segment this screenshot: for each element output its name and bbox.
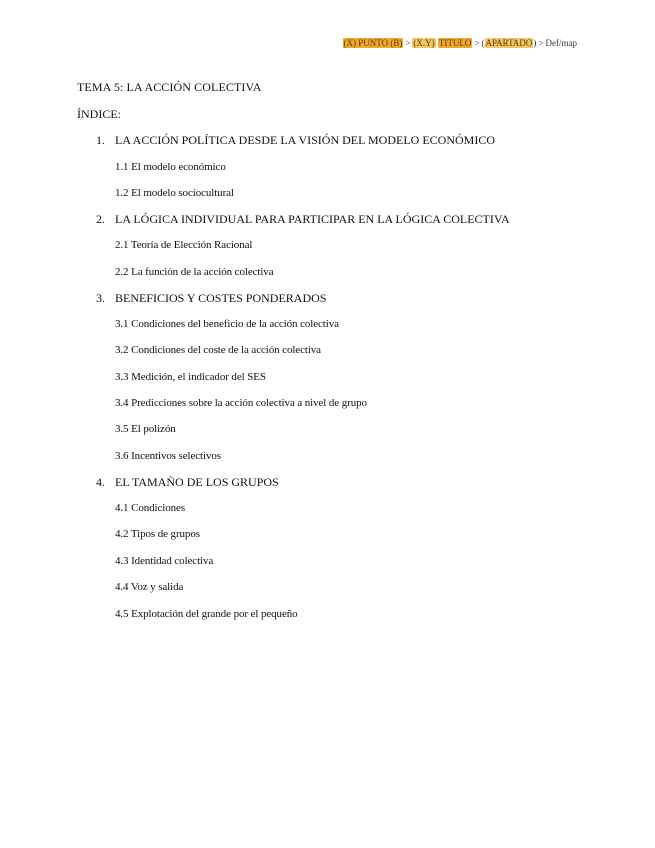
header-breadcrumb [343, 37, 578, 49]
header-separator: > [405, 38, 411, 48]
section-title: BENEFICIOS Y COSTES PONDERADOS [115, 291, 327, 305]
header-xy: (X.Y) [413, 38, 435, 48]
section-number: 1. [96, 133, 105, 147]
toc-subsection: 4.2 Tipos de grupos [115, 528, 200, 540]
toc-subsection: 2.1 Teoría de Elección Racional [115, 239, 253, 251]
toc-subsection: 3.6 Incentivos selectivos [115, 450, 221, 462]
section-number: 3. [96, 291, 105, 305]
index-label: ÍNDICE: [77, 107, 121, 121]
section-number: 2. [96, 212, 105, 226]
header-punto: (X) PUNTO (B) [343, 38, 403, 48]
section-title: EL TAMAÑO DE LOS GRUPOS [115, 475, 279, 489]
toc-section [96, 475, 279, 490]
document-title: TEMA 5: LA ACCIÓN COLECTIVA [77, 80, 262, 94]
toc-subsection: 1.2 El modelo sociocultural [115, 187, 234, 199]
header-separator: > [474, 38, 480, 48]
toc-subsection: 4.4 Voz y salida [115, 581, 184, 593]
toc-subsection: 3.5 El polizón [115, 423, 176, 435]
toc-subsection: 4.3 Identidad colectiva [115, 555, 214, 567]
header-separator: > [538, 38, 544, 48]
toc-section [96, 133, 495, 148]
toc-subsection: 3.2 Condiciones del coste de la acción colectiva [115, 344, 321, 356]
toc-subsection: 3.4 Predicciones sobre la acción colectiva a nivel de grupo [115, 397, 367, 409]
section-title: LA ACCIÓN POLÍTICA DESDE LA VISIÓN DEL MODELO ECONÓMICO [115, 133, 495, 147]
toc-subsection: 4.1 Condiciones [115, 502, 185, 514]
header-defmap: Def/map [545, 38, 577, 48]
toc-section [96, 212, 510, 227]
toc-subsection: 4.5 Explotación del grande por el pequeño [115, 608, 298, 620]
toc-subsection: 1.1 El modelo económico [115, 161, 226, 173]
toc-section [96, 291, 326, 306]
toc-subsection: 3.3 Medición, el indicador del SES [115, 371, 266, 383]
header-paren-open: ( [481, 38, 485, 48]
header-paren-close: ) [533, 38, 537, 48]
section-number: 4. [96, 475, 105, 489]
toc-subsection: 2.2 La función de la acción colectiva [115, 266, 274, 278]
toc-subsection: 3.1 Condiciones del beneficio de la acción colectiva [115, 318, 339, 330]
header-titulo: TITULO [438, 38, 472, 48]
header-apartado: APARTADO [485, 38, 533, 48]
section-title: LA LÓGICA INDIVIDUAL PARA PARTICIPAR EN LA LÓGICA COLECTIVA [115, 212, 510, 226]
